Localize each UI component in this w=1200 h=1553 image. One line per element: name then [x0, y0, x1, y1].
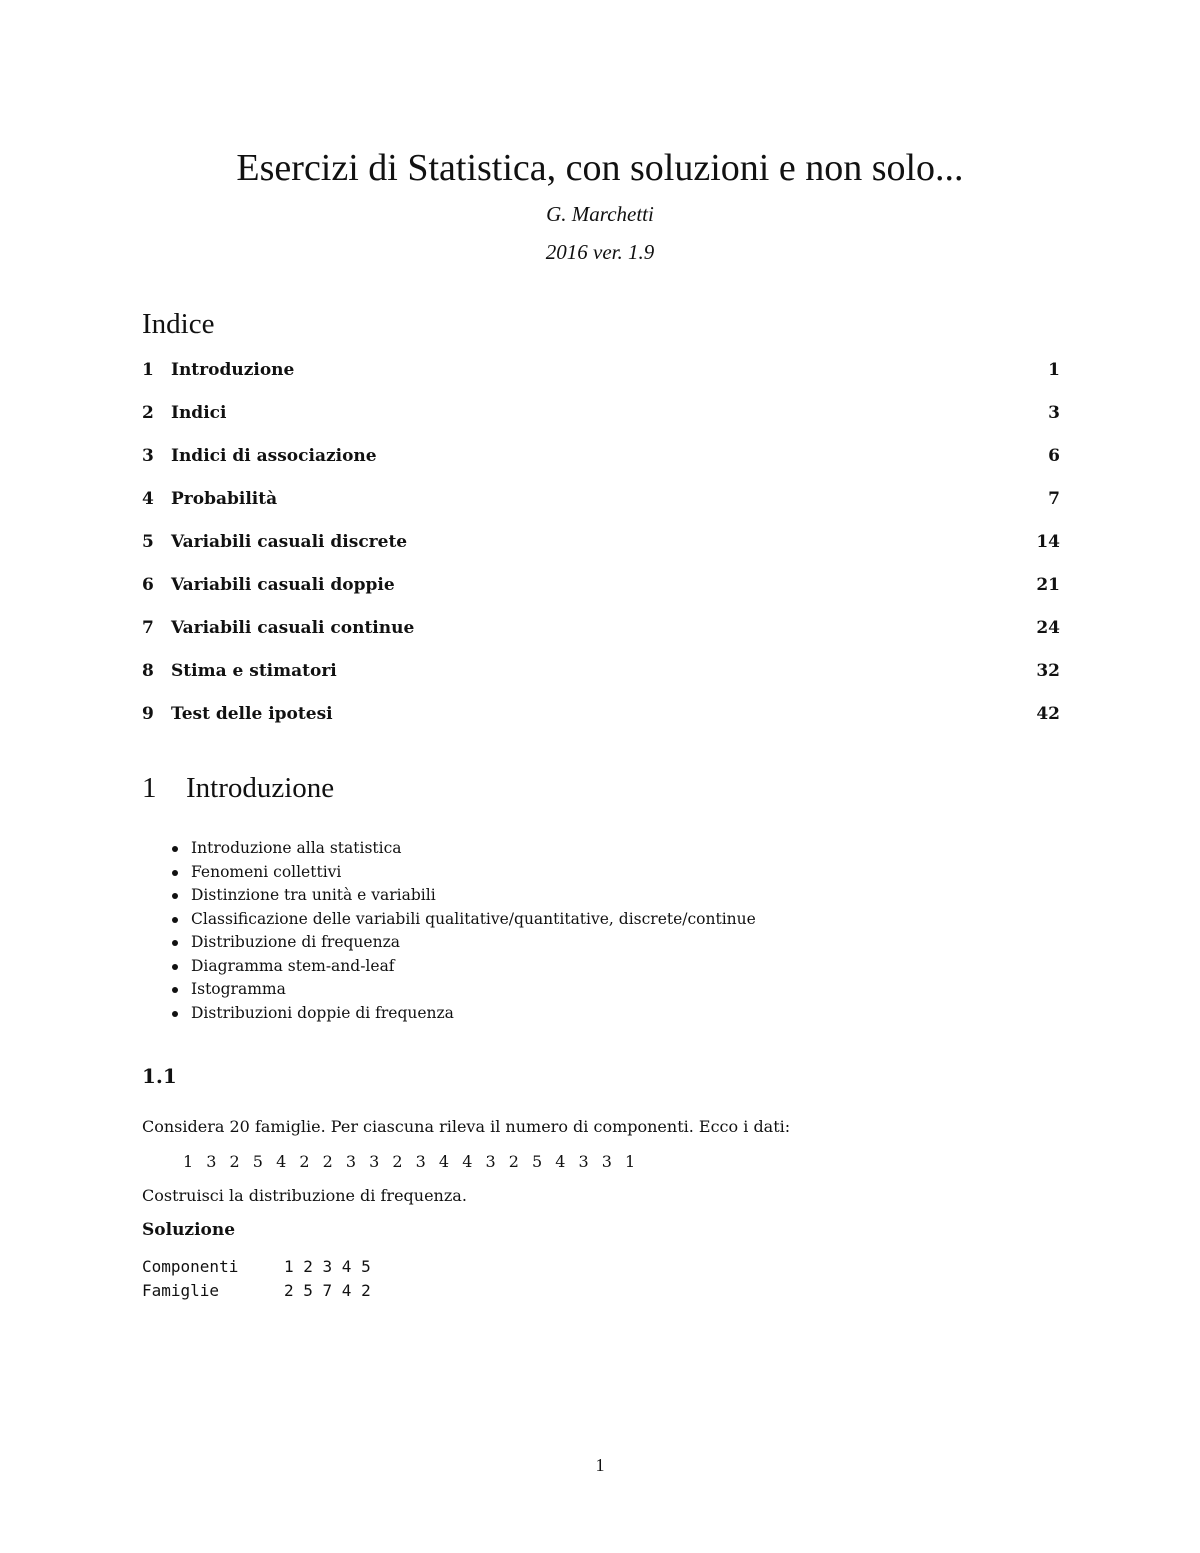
list-item-text: Diagramma stem-and-leaf — [191, 956, 395, 975]
list-item-text: Distinzione tra unità e variabili — [191, 886, 436, 904]
list-item-text: Introduzione alla statistica — [191, 839, 402, 857]
bullet-icon — [172, 893, 178, 899]
section-number: 1 — [142, 772, 157, 804]
toc-entry-title: Variabili casuali doppie — [171, 575, 395, 595]
toc-entry-page: 21 — [1036, 575, 1060, 595]
toc-entry[interactable] — [142, 661, 1060, 704]
table-of-contents — [142, 360, 1060, 747]
toc-entry[interactable] — [142, 489, 1060, 532]
list-item-text: Distribuzione di frequenza — [191, 933, 400, 951]
toc-entry-page: 32 — [1036, 661, 1060, 681]
toc-entry-number: 9 — [142, 704, 154, 724]
toc-entry-page: 42 — [1036, 704, 1060, 724]
toc-entry-page: 24 — [1036, 618, 1060, 638]
bullet-icon — [172, 940, 178, 946]
table-row — [142, 1281, 371, 1305]
toc-entry[interactable] — [142, 360, 1060, 403]
list-item — [172, 837, 756, 861]
bullet-icon — [172, 1011, 178, 1017]
toc-entry-number: 5 — [142, 532, 154, 552]
toc-entry[interactable] — [142, 618, 1060, 661]
document-author: G. Marchetti — [546, 202, 654, 226]
exercise-heading: 1.1 — [142, 1064, 177, 1088]
table-row-values: 2 5 7 4 2 — [284, 1281, 371, 1300]
table-row-label: Famiglie — [142, 1281, 220, 1300]
document-title: Esercizi di Statistica, con soluzioni e non solo... — [236, 147, 964, 189]
toc-entry-number: 6 — [142, 575, 154, 595]
list-item — [172, 908, 756, 932]
toc-entry[interactable] — [142, 446, 1060, 489]
exercise-data: 1 3 2 5 4 2 2 3 3 2 3 4 4 3 2 5 4 3 3 1 — [183, 1152, 637, 1171]
toc-heading: Indice — [142, 308, 215, 340]
list-item — [172, 955, 756, 979]
section-title: Introduzione — [186, 772, 335, 804]
topic-list — [172, 837, 756, 1025]
toc-entry-page: 6 — [1048, 446, 1060, 466]
toc-entry-number: 3 — [142, 446, 154, 466]
toc-entry-number: 7 — [142, 618, 154, 638]
list-item-text: Istogramma — [191, 980, 286, 998]
toc-entry[interactable] — [142, 575, 1060, 618]
table-row-label: Componenti — [142, 1257, 239, 1276]
toc-entry-number: 2 — [142, 403, 154, 423]
list-item — [172, 978, 756, 1002]
toc-entry-title: Indici di associazione — [171, 446, 377, 466]
list-item-text: Classificazione delle variabili qualitative/quantitative, discrete/continue — [191, 909, 756, 928]
toc-entry[interactable] — [142, 403, 1060, 446]
bullet-icon — [172, 846, 178, 852]
toc-entry-title: Variabili casuali discrete — [171, 532, 408, 552]
bullet-icon — [172, 870, 178, 876]
exercise-intro: Considera 20 famiglie. Per ciascuna rileva il numero di componenti. Ecco i dati: — [142, 1117, 791, 1136]
solution-label: Soluzione — [142, 1220, 236, 1240]
list-item — [172, 861, 756, 885]
toc-entry-title: Test delle ipotesi — [171, 704, 333, 724]
toc-entry-title: Variabili casuali continue — [171, 618, 415, 638]
list-item-text: Distribuzioni doppie di frequenza — [191, 1003, 454, 1022]
toc-entry-number: 1 — [142, 360, 154, 380]
document-version: 2016 ver. 1.9 — [545, 240, 655, 264]
list-item — [172, 931, 756, 955]
toc-entry[interactable] — [142, 704, 1060, 747]
toc-entry-title: Probabilità — [171, 489, 278, 509]
section-heading — [142, 772, 334, 805]
table-row-values: 1 2 3 4 5 — [284, 1257, 371, 1276]
list-item — [172, 1002, 756, 1026]
bullet-icon — [172, 987, 178, 993]
exercise-task: Costruisci la distribuzione di frequenza. — [142, 1186, 467, 1205]
toc-entry-title: Indici — [171, 403, 227, 423]
toc-entry-number: 8 — [142, 661, 154, 681]
bullet-icon — [172, 964, 178, 970]
list-item-text: Fenomeni collettivi — [191, 862, 342, 881]
toc-entry-number: 4 — [142, 489, 154, 509]
toc-entry-title: Stima e stimatori — [171, 661, 337, 681]
toc-entry-page: 1 — [1048, 360, 1060, 380]
toc-entry-page: 7 — [1048, 489, 1060, 509]
toc-entry[interactable] — [142, 532, 1060, 575]
toc-entry-title: Introduzione — [171, 360, 295, 380]
bullet-icon — [172, 917, 178, 923]
toc-entry-page: 14 — [1036, 532, 1060, 552]
frequency-table — [142, 1257, 371, 1305]
table-row — [142, 1257, 371, 1281]
page-number: 1 — [595, 1455, 605, 1475]
list-item — [172, 884, 756, 908]
toc-entry-page: 3 — [1048, 403, 1060, 423]
